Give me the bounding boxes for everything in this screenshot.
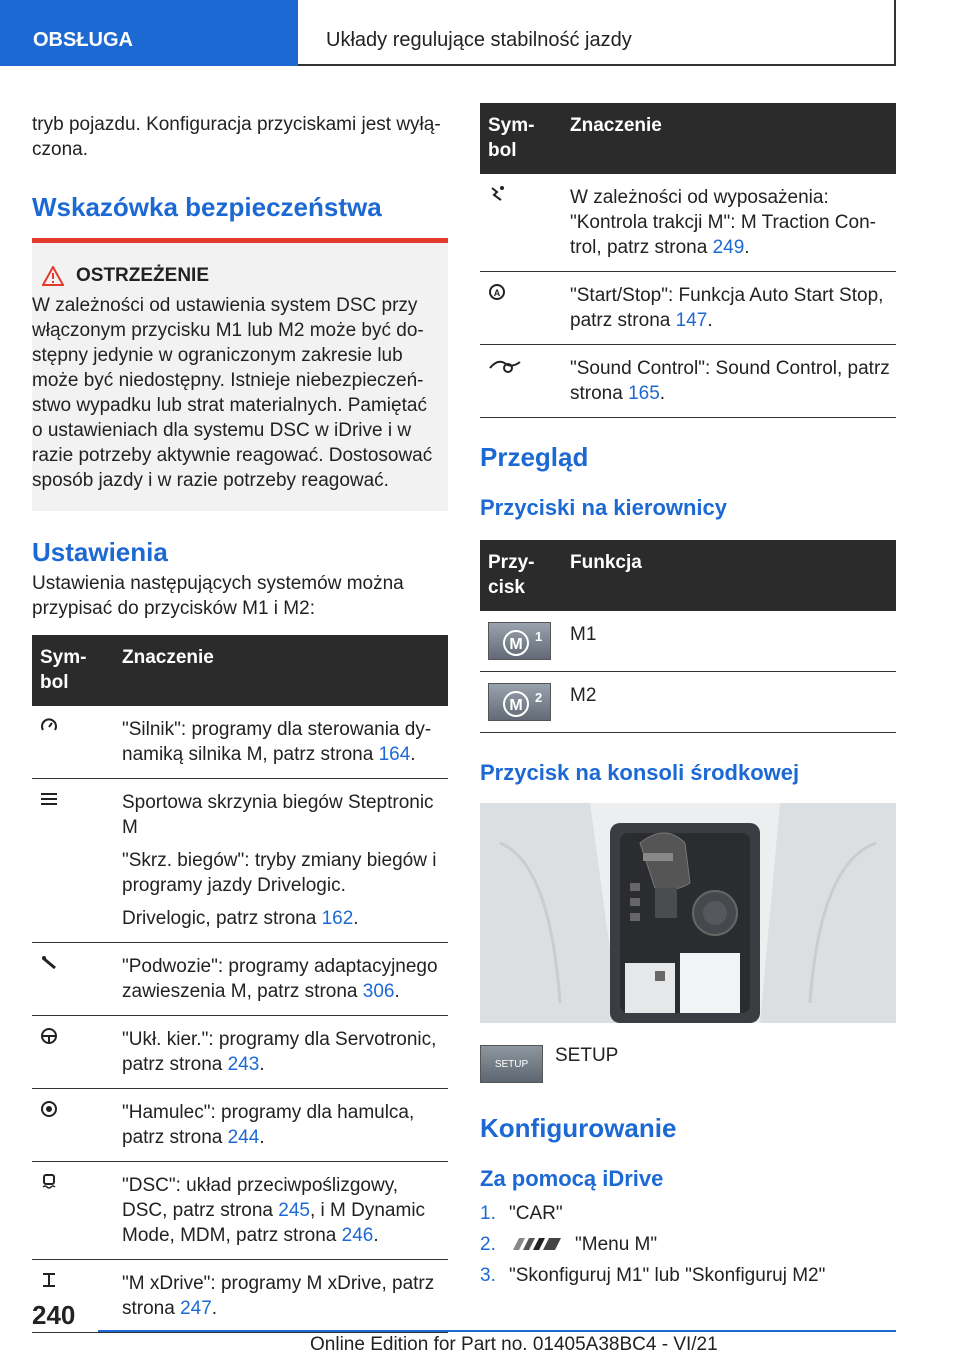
row-text-end: .	[259, 1054, 265, 1075]
edition-text: Online Edition for Part no. 01405A38BC4 - VI/21	[310, 1334, 718, 1355]
step-number: 3.	[480, 1265, 496, 1286]
col-function: Funkcja	[562, 540, 896, 611]
warning-header	[32, 265, 436, 287]
m-logo-icon	[509, 1236, 565, 1252]
settings-text: Ustawienia następujących systemów można przypisać do przycisków M1 i M2:	[32, 573, 404, 619]
settings-table-continued	[480, 103, 896, 418]
row-text-end: .	[259, 1127, 265, 1148]
safety-heading: Wskazówka bezpieczeństwa	[32, 192, 382, 222]
config-heading: Konfigurowanie	[480, 1113, 677, 1143]
table-row	[480, 672, 896, 733]
warning-box	[32, 238, 448, 511]
overview-heading: Przegląd	[480, 442, 589, 472]
settings-table	[32, 635, 448, 1333]
col-button: Przycisk	[480, 540, 562, 611]
list-item	[480, 1232, 896, 1257]
settings-heading: Ustawienia	[32, 537, 168, 567]
col-meaning: Znaczenie	[562, 103, 896, 174]
row-text: "Hamulec": programy dla hamulca, patrz strona	[122, 1102, 415, 1148]
col-symbol: Symbol	[480, 103, 562, 174]
traction-control-icon	[488, 185, 506, 203]
brake-icon	[40, 1100, 58, 1118]
page-link[interactable]: 162	[321, 908, 354, 929]
row-text-end: .	[744, 237, 750, 258]
table-row	[32, 1089, 448, 1162]
table-row	[32, 706, 448, 779]
intro-text: tryb pojazdu. Konfiguracja przyciskami jest wyłączona.	[32, 114, 441, 160]
page-header	[0, 0, 960, 66]
row-text-end: .	[659, 383, 666, 404]
table-row	[32, 1016, 448, 1089]
table-row	[32, 1260, 448, 1333]
svg-text:A: A	[493, 288, 501, 298]
page-link[interactable]: 247	[180, 1298, 212, 1319]
engine-gauge-icon	[40, 717, 58, 735]
center-console-photo	[480, 803, 896, 1023]
step-text: "CAR"	[509, 1203, 563, 1224]
row-text: "Sound Control": Sound Control, patrz strona	[570, 358, 890, 404]
dsc-icon	[40, 1173, 58, 1191]
row-text-end: .	[373, 1225, 379, 1246]
row-text-end: .	[707, 310, 713, 331]
setup-label: SETUP	[555, 1045, 619, 1066]
auto-start-stop-icon	[488, 283, 506, 301]
page-link[interactable]: 243	[227, 1054, 260, 1075]
suspension-icon	[40, 954, 58, 972]
table-row	[32, 1162, 448, 1260]
row-text: "Silnik": programy dla sterowania dynamiką silnika M, patrz strona	[122, 719, 432, 765]
step-number: 2.	[480, 1234, 496, 1255]
footer-rule	[98, 1330, 896, 1332]
table-row	[32, 943, 448, 1016]
section-tab: OBSŁUGA	[0, 0, 298, 66]
page-link[interactable]: 245	[278, 1200, 310, 1221]
chapter-title: Układy regulujące stabilność jazdy	[312, 0, 896, 66]
idrive-heading: Za pomocą iDrive	[480, 1166, 664, 1191]
svg-text:1: 1	[535, 629, 542, 644]
m1-button-icon	[488, 622, 551, 660]
svg-text:M: M	[509, 697, 523, 714]
row-text: "Podwozie": programy adaptacyjnego zawieszenia M, patrz strona	[122, 956, 438, 1002]
table-row	[480, 345, 896, 418]
gearbox-icon	[40, 790, 58, 808]
steering-wheel-icon	[40, 1027, 58, 1045]
warning-triangle-icon	[42, 266, 64, 286]
row-text: "Ukł. kier.": programy dla Servotronic, patrz strona	[122, 1029, 437, 1075]
page-link[interactable]: 306	[362, 981, 395, 1002]
m2-button-icon	[488, 683, 551, 721]
svg-text:M: M	[509, 636, 523, 653]
page-link[interactable]: 244	[227, 1127, 260, 1148]
row-text: "M xDrive": programy M xDrive, patrz strona	[122, 1273, 435, 1319]
row-text: W zależności od wyposażenia: "Kontrola trakcji M": M Traction Control, patrz strona	[570, 187, 876, 258]
wheel-buttons-heading: Przyciski na kierownicy	[480, 495, 728, 520]
row-text: "DSC": układ przeciwpoślizgowy, DSC, patrz strona	[122, 1175, 399, 1221]
row-text: , i M Dynamic Mode, MDM, patrz strona	[122, 1200, 426, 1246]
page-link[interactable]: 147	[675, 310, 708, 331]
step-text: "Skonfiguruj M1" lub "Skonfiguruj M2"	[509, 1265, 826, 1286]
step-text: "Menu M"	[575, 1234, 658, 1255]
list-item	[480, 1201, 896, 1226]
svg-text:2: 2	[535, 690, 542, 705]
setup-button-icon: SETUP	[480, 1045, 543, 1083]
sound-control-icon	[488, 358, 522, 374]
warning-text: W zależności od ustawienia system DSC przy włączonym przycisku M1 lub M2 może być dostępny jedynie w ograniczonym zakresie lub może być niedostępny. Istnieje niebezpieczeństwo wypadku lub strat materialnych. Pamiętać o ustawieniach dla systemu DSC w iDrive i w razie potrzeby aktywnie reagować. Dostosować sposób jazdy i w razie potrzeby reagować.	[32, 295, 433, 491]
page-link[interactable]: 246	[341, 1225, 374, 1246]
row-text: Drivelogic, patrz strona	[122, 908, 322, 929]
function-cell: M1	[562, 611, 896, 672]
page-link[interactable]: 249	[712, 237, 745, 258]
warning-title: OSTRZEŻENIE	[76, 265, 210, 286]
step-number: 1.	[480, 1203, 496, 1224]
setup-row	[480, 1045, 896, 1083]
col-symbol: Symbol	[32, 635, 114, 706]
page-link[interactable]: 164	[378, 744, 411, 765]
row-text: "Start/Stop": Funkcja Auto Start Stop, patrz strona	[570, 285, 884, 331]
row-text: "Skrz. biegów": tryby zmiany biegów i programy jazdy Drivelogic.	[122, 850, 437, 896]
left-column	[32, 100, 448, 1333]
steps-list	[480, 1201, 896, 1288]
list-item	[480, 1263, 896, 1288]
col-meaning: Znaczenie	[114, 635, 448, 706]
button-table	[480, 540, 896, 733]
right-column	[480, 103, 896, 1294]
row-text-end: .	[353, 908, 359, 929]
table-row	[480, 174, 896, 272]
table-row	[480, 272, 896, 345]
table-row	[480, 611, 896, 672]
row-text-end: .	[394, 981, 400, 1002]
xdrive-icon	[40, 1271, 58, 1289]
row-text: Sportowa skrzynia biegów Steptronic M	[122, 792, 434, 838]
table-row	[32, 779, 448, 943]
console-button-heading: Przycisk na konsoli środkowej	[480, 760, 800, 785]
row-text-end: .	[211, 1298, 218, 1319]
page-number: 240	[32, 1300, 76, 1330]
header-divider	[298, 64, 312, 66]
page-link[interactable]: 165	[628, 383, 660, 404]
function-cell: M2	[562, 672, 896, 733]
row-text-end: .	[410, 744, 416, 765]
